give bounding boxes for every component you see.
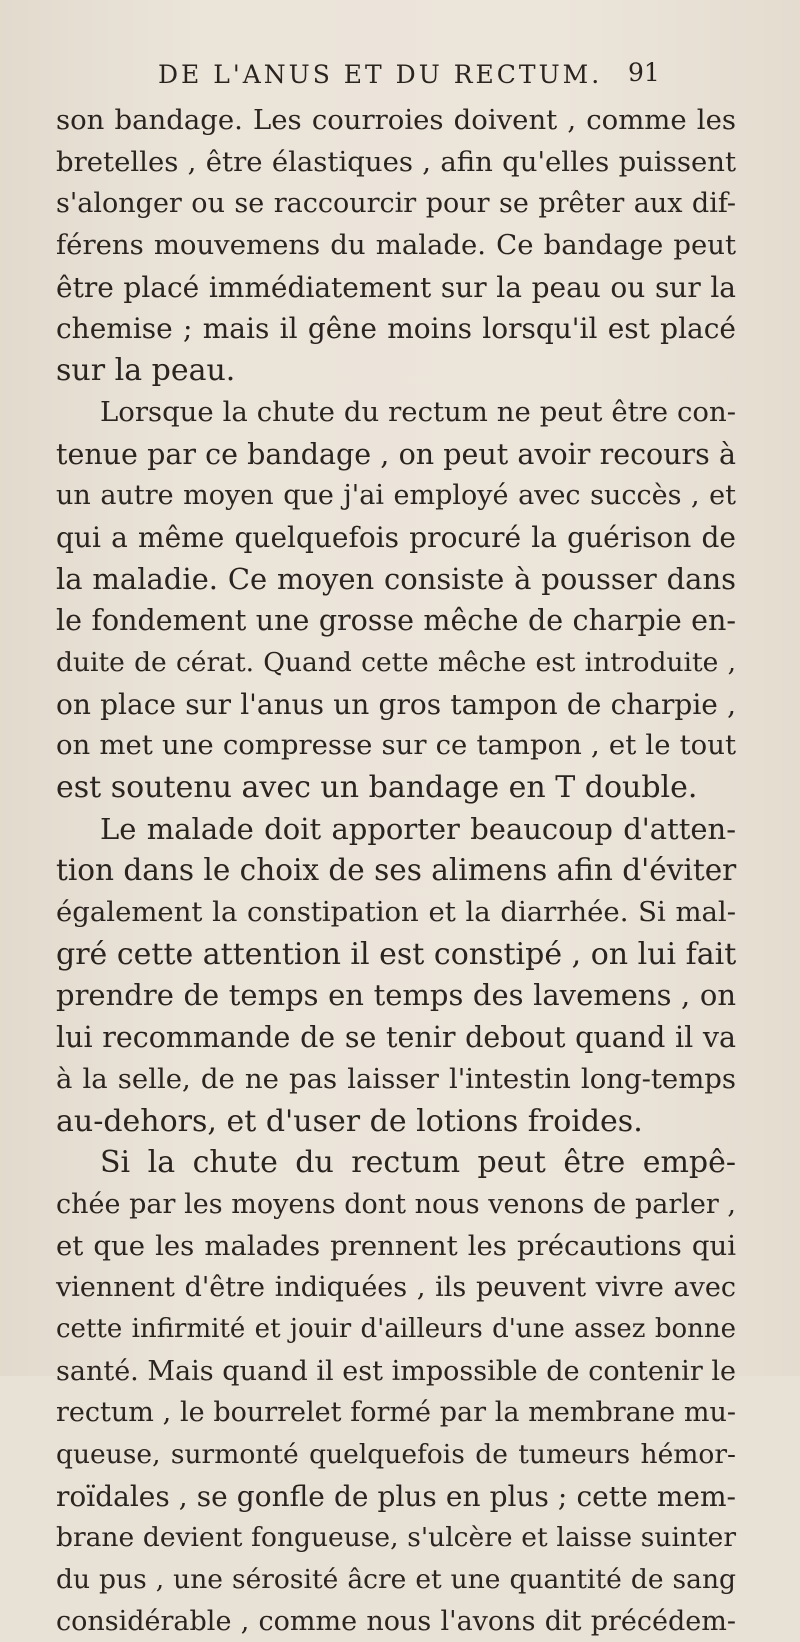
text-line: qui a même quelquefois procuré la guérison de xyxy=(56,520,736,554)
paragraph-start-line: Le malade doit apporter beaucoup d'atten- xyxy=(100,811,736,846)
body-text xyxy=(56,100,736,1642)
text-line: du pus , une sérosité âcre et une quantité de sang xyxy=(56,1564,736,1596)
text-line: viennent d'être indiquées , ils peuvent vivre avec xyxy=(56,1272,736,1304)
text-line: bretelles , être élastiques , afin qu'elles puissent xyxy=(56,145,736,178)
text-line: on met une compresse sur ce tampon , et le tout xyxy=(56,729,736,762)
text-line: duite de cérat. Quand cette mêche est introduite , xyxy=(56,646,736,678)
paragraph-start-line: Lorsque la chute du rectum ne peut être con- xyxy=(100,395,736,428)
text-line: au-dehors, et d'user de lotions froides. xyxy=(56,1103,643,1139)
text-line: considérable , comme nous l'avons dit précédem- xyxy=(56,1605,736,1637)
text-line: tenue par ce bandage , on peut avoir recours à xyxy=(56,437,736,471)
text-line: tion dans le choix de ses alimens afin d'éviter xyxy=(56,853,737,888)
text-line: être placé immédiatement sur la peau ou sur la xyxy=(56,270,736,304)
text-line: la maladie. Ce moyen consiste à pousser dans xyxy=(56,561,736,596)
text-line: férens mouvemens du malade. Ce bandage peut xyxy=(56,229,736,262)
text-line: rectum , le bourrelet formé par la membrane mu- xyxy=(56,1397,736,1429)
text-line: s'alonger ou se raccourcir pour se prêter aux dif- xyxy=(56,188,736,220)
text-line: brane devient fongueuse, s'ulcère et laisse suinter xyxy=(56,1522,736,1554)
text-line: on place sur l'anus un gros tampon de charpie , xyxy=(56,687,736,721)
paragraph-start-line: Si la chute du rectum peut être empê- xyxy=(100,1145,736,1181)
text-line: son bandage. Les courroies doivent , comme les xyxy=(56,104,736,136)
text-line: chemise ; mais il gêne moins lorsqu'il est placé xyxy=(56,312,736,346)
text-line: santé. Mais quand il est impossible de contenir le xyxy=(56,1355,736,1387)
text-line: roïdales , se gonfle de plus en plus ; cette mem- xyxy=(56,1479,736,1513)
running-head xyxy=(0,50,800,100)
text-line: prendre de temps en temps des lavemens , on xyxy=(56,978,736,1013)
text-line: le fondement une grosse mêche de charpie en- xyxy=(56,604,736,638)
text-line: est soutenu avec un bandage en T double. xyxy=(56,770,698,805)
text-line: chée par les moyens dont nous venons de parler , xyxy=(56,1188,736,1220)
running-title: DE L'ANUS ET DU RECTUM. xyxy=(158,60,603,89)
text-line: un autre moyen que j'ai employé avec succès , et xyxy=(56,480,736,512)
page-number: 91 xyxy=(628,58,660,87)
text-line: lui recommande de se tenir debout quand il va xyxy=(56,1021,736,1055)
text-line: sur la peau. xyxy=(56,353,236,389)
text-line: à la selle, de ne pas laisser l'intestin long-temps xyxy=(56,1062,736,1095)
text-line: et que les malades prennent les précautions qui xyxy=(56,1229,736,1262)
text-line: cette infirmité et jouir d'ailleurs d'une assez bonne xyxy=(56,1313,736,1344)
text-line: gré cette attention il est constipé , on lui fait xyxy=(56,936,737,972)
text-line: également la constipation et la diarrhée. Si mal- xyxy=(56,896,736,929)
text-line: queuse, surmonté quelquefois de tumeurs hémor- xyxy=(56,1439,736,1470)
